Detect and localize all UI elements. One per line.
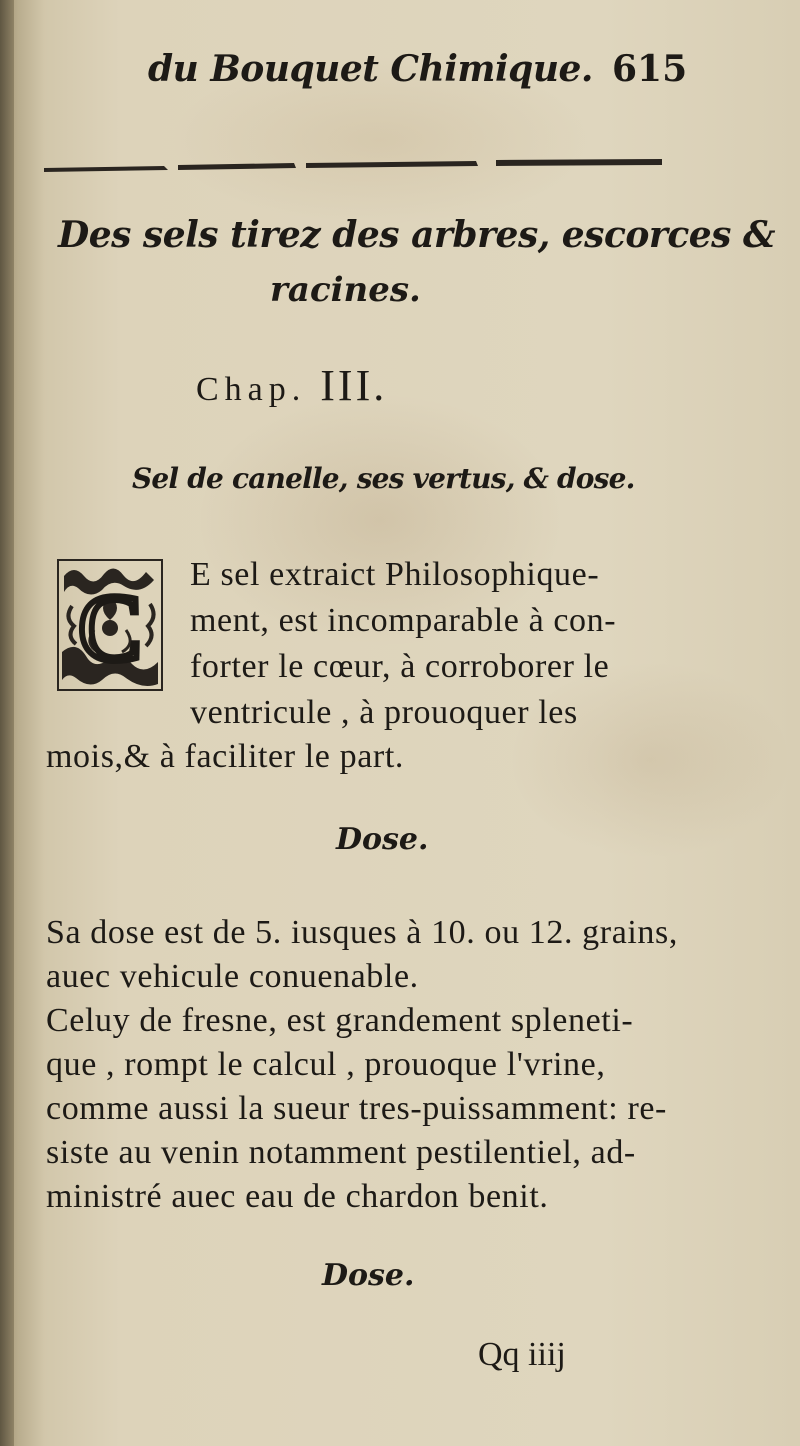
- paragraph-2-line-3: Celuy de fresne, est grandement spleneti-: [46, 1002, 634, 1039]
- paragraph-2-line-4: que , rompt le calcul , prouoque l'vrine,: [46, 1046, 606, 1083]
- section-title-line-1: Des sels tirez des arbres, escorces &: [58, 214, 775, 256]
- chapter-heading: [196, 360, 387, 411]
- dose-heading-2: Dose.: [322, 1258, 415, 1293]
- signature-mark: Qq iiij: [478, 1336, 566, 1373]
- paragraph-1-line-3: forter le cœur, à corroborer le: [190, 648, 610, 685]
- paragraph-2-line-7: ministré auec eau de chardon benit.: [46, 1178, 549, 1215]
- paragraph-1-line-5: mois,& à faciliter le part.: [46, 738, 404, 775]
- paragraph-1-line-2: ment, est incomparable à con-: [190, 602, 617, 639]
- paragraph-1-line-1: E sel extraict Philosophique-: [190, 556, 600, 593]
- chapter-subtitle: Sel de canelle, ses vertus, & dose.: [132, 462, 635, 495]
- drop-cap-letter: C: [77, 574, 143, 681]
- ornamental-rule: [44, 156, 662, 178]
- chapter-label: Chap.: [196, 371, 307, 408]
- paragraph-2-line-5: comme aussi la sueur tres-puissamment: re-: [46, 1090, 667, 1127]
- paragraph-2-line-6: siste au venin notamment pestilentiel, ad-: [46, 1134, 636, 1171]
- paragraph-2-line-1: Sa dose est de 5. iusques à 10. ou 12. grains,: [46, 914, 678, 951]
- dose-heading-1: Dose.: [336, 822, 429, 857]
- ornamented-drop-cap: [54, 556, 166, 694]
- section-title-line-2: racines.: [270, 270, 421, 310]
- paragraph-1-line-4: ventricule , à prouoquer les: [190, 694, 578, 731]
- chapter-number: III.: [320, 361, 388, 410]
- page-number: 615: [612, 48, 688, 90]
- paragraph-2-line-2: auec vehicule conuenable.: [46, 958, 419, 995]
- page-gutter-shadow: [0, 0, 14, 1446]
- running-head: du Bouquet Chimique.: [148, 48, 593, 90]
